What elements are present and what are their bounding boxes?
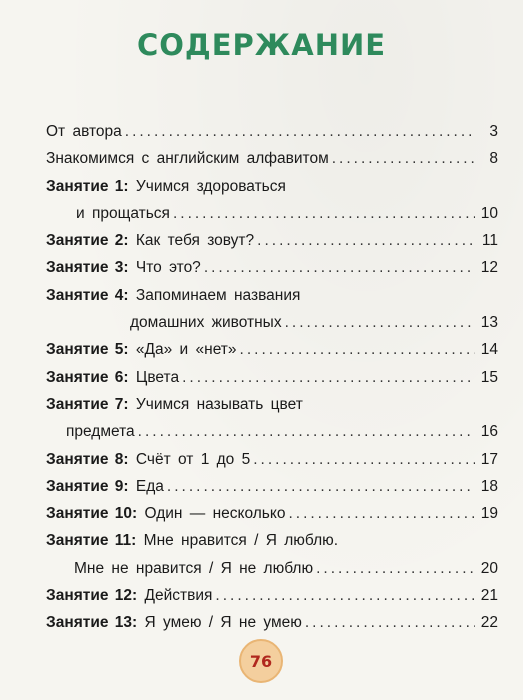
toc-entry-text: Мне нравится / Я люблю.	[143, 532, 339, 550]
toc-entry	[46, 227, 498, 254]
toc-leader-dots	[215, 582, 475, 609]
toc-leader-dots	[332, 145, 475, 172]
toc-page-number: 10	[480, 204, 498, 222]
toc-page-number: 19	[480, 505, 498, 523]
toc-entry-line	[46, 527, 338, 554]
toc-leader-dots	[204, 254, 475, 281]
toc-entry-text: домашних животных	[130, 314, 282, 332]
toc-page-number: 16	[480, 423, 498, 441]
toc-entry-text: Знакомимся с английским алфавитом	[46, 150, 329, 168]
lesson-label: Занятие 5:	[46, 341, 129, 359]
toc-leader-dots	[253, 446, 475, 473]
lesson-label: Занятие 6:	[46, 368, 129, 386]
lesson-label: Занятие 10:	[46, 505, 138, 523]
toc-entry-text: Что это?	[135, 259, 201, 277]
lesson-label: Занятие 8:	[46, 450, 129, 468]
toc-entry-continuation	[46, 418, 498, 445]
toc-entry-line	[46, 609, 302, 636]
lesson-label: Занятие 11:	[46, 532, 137, 550]
toc-entry-line	[46, 173, 286, 200]
toc-page-number: 18	[480, 477, 498, 495]
toc-leader-dots	[173, 200, 475, 227]
toc-entry-text: Учимся здороваться	[135, 177, 286, 195]
toc-entry	[46, 446, 498, 473]
toc-entry-line	[46, 391, 303, 418]
toc-leader-dots	[125, 118, 475, 145]
toc-entry-text: Счёт от 1 до 5	[135, 450, 251, 468]
toc-entry-text: Как тебя зовут?	[135, 232, 255, 250]
toc-entry-text: Учимся называть цвет	[135, 395, 303, 413]
toc-page-number: 21	[480, 587, 498, 605]
toc-entry-line	[46, 336, 237, 363]
toc-entry	[46, 282, 498, 309]
toc-page-number: 13	[480, 314, 498, 332]
toc-entry-text: Я умею / Я не умею	[144, 614, 302, 632]
toc-entry	[46, 609, 498, 636]
toc-entry-text: предмета	[66, 423, 135, 441]
lesson-label: Занятие 4:	[46, 286, 129, 304]
toc-entry	[46, 582, 498, 609]
toc-entry-continuation	[46, 309, 498, 336]
toc-page-number: 12	[480, 259, 498, 277]
toc-entry-text: Цвета	[135, 368, 180, 386]
toc-entry	[46, 254, 498, 281]
page-number-badge: 76	[239, 639, 283, 683]
toc-entry-continuation	[46, 555, 498, 582]
toc-entry-text: Запоминаем названия	[135, 286, 301, 304]
toc-entry-text: Мне не нравится / Я не люблю	[74, 559, 314, 577]
toc-entry-line	[46, 254, 201, 281]
lesson-label: Занятие 9:	[46, 477, 129, 495]
toc-entry	[46, 473, 498, 500]
toc-entry	[46, 527, 498, 554]
toc-entry-text: Один — несколько	[144, 505, 286, 523]
toc-leader-dots	[288, 500, 475, 527]
toc-page-number: 20	[480, 559, 498, 577]
toc-page-number: 8	[489, 150, 498, 168]
toc-leader-dots	[167, 473, 475, 500]
toc-entry-line	[46, 227, 254, 254]
toc-leader-dots	[316, 555, 475, 582]
table-of-contents	[46, 118, 498, 637]
toc-entry-text: Действия	[144, 587, 213, 605]
toc-entry-continuation	[46, 200, 498, 227]
toc-entry	[46, 364, 498, 391]
toc-page-number: 11	[481, 232, 498, 250]
toc-entry-text: Еда	[135, 477, 164, 495]
toc-entry-line	[46, 446, 250, 473]
lesson-label: Занятие 7:	[46, 395, 129, 413]
toc-page-number: 17	[480, 450, 498, 468]
page-title: СОДЕРЖАНИЕ	[136, 28, 387, 62]
toc-entry-text: «Да» и «нет»	[135, 341, 237, 359]
toc-page-number: 15	[480, 368, 498, 386]
lesson-label: Занятие 3:	[46, 259, 129, 277]
toc-entry	[46, 173, 498, 200]
toc-page-number: 22	[480, 614, 498, 632]
lesson-label: Занятие 1:	[46, 177, 129, 195]
toc-entry	[46, 118, 498, 145]
toc-entry	[46, 391, 498, 418]
toc-entry-line	[46, 473, 164, 500]
toc-entry-text: и прощаться	[76, 204, 170, 222]
toc-leader-dots	[305, 609, 475, 636]
toc-entry	[46, 500, 498, 527]
toc-entry	[46, 336, 498, 363]
toc-leader-dots	[285, 309, 475, 336]
toc-leader-dots	[182, 364, 475, 391]
lesson-label: Занятие 2:	[46, 232, 129, 250]
toc-entry-line	[46, 582, 212, 609]
toc-page-number: 14	[480, 341, 498, 359]
toc-entry-line	[46, 500, 285, 527]
lesson-label: Занятие 13:	[46, 614, 138, 632]
lesson-label: Занятие 12:	[46, 587, 138, 605]
toc-entry-line	[46, 364, 179, 391]
toc-page-number: 3	[489, 123, 498, 140]
toc-entry-line	[46, 282, 300, 309]
toc-leader-dots	[257, 227, 475, 254]
toc-entry-text: От автора	[46, 123, 122, 140]
toc-leader-dots	[138, 418, 475, 445]
toc-entry	[46, 145, 498, 172]
toc-leader-dots	[240, 336, 475, 363]
